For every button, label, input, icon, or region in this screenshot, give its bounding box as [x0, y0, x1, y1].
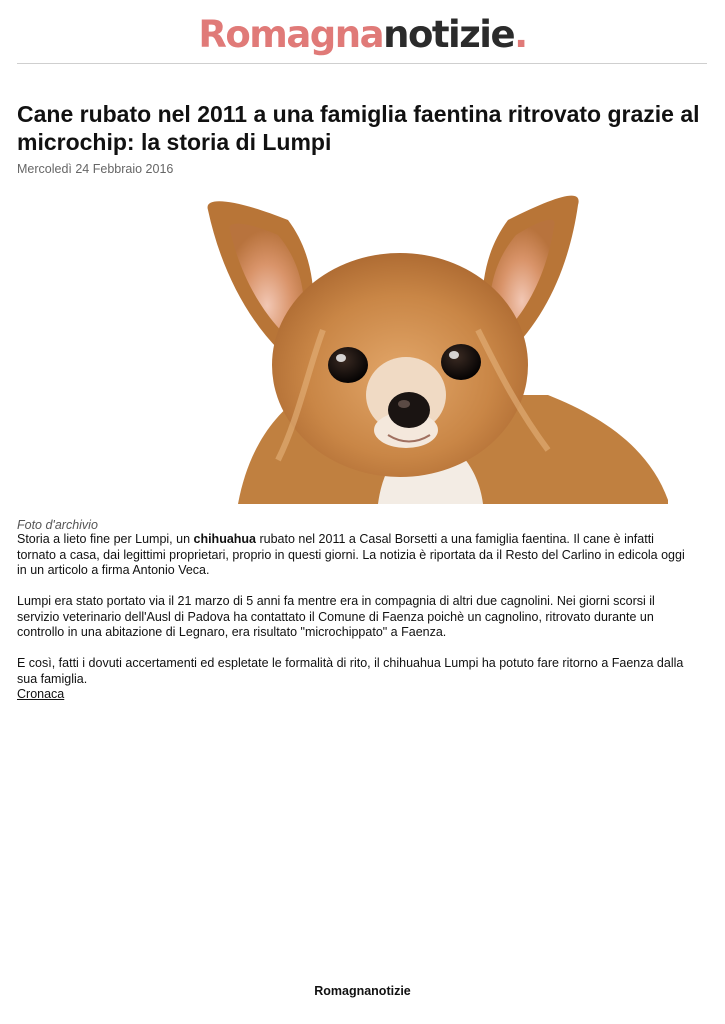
- article-paragraph-2: Lumpi era stato portato via il 21 marzo di 5 anni fa mentre era in compagnia di altri due cagnolini. Nei giorni scorsi il servizio veterinario dell'Ausl di Padova ha contattato il Comune di Faenza poichè un cagnolino, ritrovato durante un controllo in una abitazione di Legnaro, era risultato "microchippato" a Faenza.: [17, 594, 655, 639]
- article-paragraph-3: E così, fatti i dovuti accertamenti ed espletate le formalità di rito, il chihuahua Lumpi ha potuto fare ritorno a Faenza dalla sua famiglia.: [17, 656, 684, 686]
- logo-text-notizie: notizie: [383, 13, 515, 56]
- bold-keyword: chihuahua: [193, 532, 257, 546]
- header-divider: [17, 63, 707, 64]
- category-link[interactable]: Cronaca: [17, 687, 65, 701]
- site-logo[interactable]: [0, 10, 725, 60]
- footer-site-name: Romagnanotizie: [314, 984, 411, 998]
- article-date: Mercoledì 24 Febbraio 2016: [17, 162, 174, 176]
- logo-dot: .: [514, 13, 527, 56]
- photo-caption: Foto d'archivio: [17, 518, 98, 532]
- article-body: [17, 532, 687, 703]
- article-paragraph-1: Storia a lieto fine per Lumpi, un chihuahua rubato nel 2011 a Casal Borsetti a una famiglia faentina. Il cane è infatti tornato a casa, dai legittimi proprietari, proprio in questi giorni. La notizia è riportata da il Resto del Carlino in edicola oggi in un articolo a firma Antonio Veca.: [17, 532, 685, 577]
- logo-text-romagna: Romagna: [198, 13, 384, 56]
- article-title: Cane rubato nel 2011 a una famiglia faentina ritrovato grazie al microchip: la storia di Lumpi: [17, 101, 700, 155]
- chihuahua-photo: [178, 190, 670, 504]
